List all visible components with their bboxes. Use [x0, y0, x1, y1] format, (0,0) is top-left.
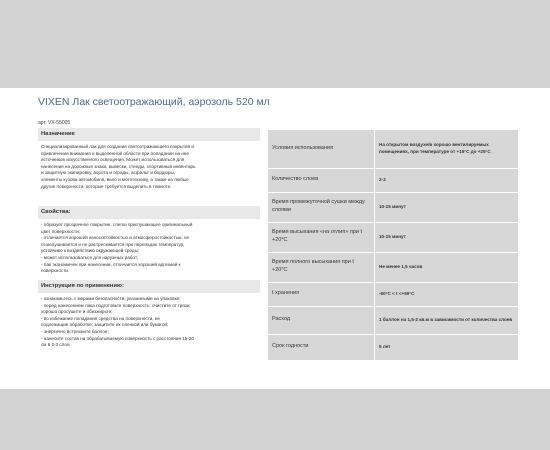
table-row [268, 222, 518, 252]
spec-label: Расход [268, 306, 375, 334]
table-row [268, 168, 518, 192]
text-line: нанесения на дорожные знаки, вывески, стенды, спортивный инвентарь [41, 163, 196, 169]
text-line: другие поверхности, которые требуется выделить в темноте. [41, 183, 172, 189]
text-line: - перед нанесением лака подготовьте поверхность: очистите от грязи, [41, 302, 191, 308]
spec-label: t хранения [268, 282, 375, 306]
spec-label: Количество слоев [268, 168, 375, 192]
spec-label: Время промежуточной сушки между слоями [268, 192, 375, 222]
table-row [268, 252, 518, 282]
description-column [38, 128, 260, 349]
bottom-gray-band [0, 389, 550, 450]
text-line: - энергично встряхните баллон; [41, 328, 109, 334]
section-text [38, 141, 260, 190]
spec-value: На открытом воздухе/в хорошо вентилируемых помещениях, при температуре от +15°С до +25°С [375, 130, 519, 168]
text-line: - может использоваться для наружных работ; [41, 254, 139, 260]
spec-label: Условия использования [268, 130, 375, 168]
text-line: Специализированный лак для создания светоотражающего покрытия и [41, 144, 194, 149]
text-line: - лак экономичен при нанесении, отличается хорошей адгезией к [41, 261, 181, 267]
text-line: и защитную экипировку, ворота и ограды, асфальт и бордюры, [41, 170, 176, 176]
text-line: - нанесите состав на обрабатываемую поверхность с расстояния 15-20 [41, 335, 194, 341]
text-line: - во избежание попадания средства на поверхности, не [41, 315, 160, 321]
spec-label: Время высыхания «на отлип» при t +20°С [268, 222, 375, 252]
table-row [268, 334, 518, 360]
section-heading: Инструкция по применению: [38, 280, 260, 293]
text-line: цвет поверхности; [41, 228, 80, 234]
spec-value: Не менее 1,5 часов [375, 252, 519, 282]
product-article: арт. VX-55005 [38, 120, 71, 126]
specs-table [268, 130, 518, 361]
product-title: VIXEN Лак светоотражающий, аэрозоль 520 мл [38, 96, 270, 108]
text-line: - отличается хорошей износостойкостью и атмосферостойкостью, не [41, 235, 190, 241]
section-heading: Свойства: [38, 206, 260, 219]
section-heading: Назначение [38, 128, 260, 141]
text-line: - ознакомьтесь с мерами безопасности, указанными на упаковке; [41, 296, 181, 301]
spec-label: Время полного высыхания при t +20°С [268, 252, 375, 282]
text-line: привлечения внимания и выделенной области при попадании на нее [41, 150, 189, 156]
section-properties [38, 206, 260, 280]
text-line: - образует прозрачное покрытие, слегка приглушающее оригинальный [41, 222, 193, 227]
spec-value: 5 лет [375, 334, 519, 360]
text-line: устойчиво к воздействию окружающей среды; [41, 248, 140, 254]
text-line: источников искусственного освещения. Может использоваться для [41, 157, 185, 163]
spec-value: 10-15 минут [375, 192, 519, 222]
spec-value: 2-3 [375, 168, 519, 192]
spec-label: Срок годности [268, 334, 375, 360]
table-row [268, 130, 518, 168]
section-text [38, 219, 260, 275]
text-line: поверхности. [41, 268, 70, 274]
top-gray-band [0, 0, 550, 88]
table-row [268, 306, 518, 334]
spec-value: 10-15 минут [375, 222, 519, 252]
text-line: подлежащие обработке, защитите их пленкой или бумагой; [41, 322, 169, 328]
table-row [268, 282, 518, 306]
spec-value: 1 баллон на 1,5-2 кв.м в зависимости от количества слоев [375, 306, 519, 334]
table-row [268, 192, 518, 222]
section-text [38, 293, 260, 349]
text-line: см в 2-3 слоя. [41, 342, 71, 348]
text-line: элементы кузова автомобиля, вело и мототехнику, а также на любые [41, 176, 189, 182]
section-instructions [38, 280, 260, 349]
section-purpose [38, 128, 260, 206]
text-line: отшелушивается и не растрескивается при перепадах температур, [41, 241, 185, 247]
spec-value: -60°С < t <+50°С [375, 282, 519, 306]
text-line: хорошо просушите и обезжирьте; [41, 309, 113, 315]
